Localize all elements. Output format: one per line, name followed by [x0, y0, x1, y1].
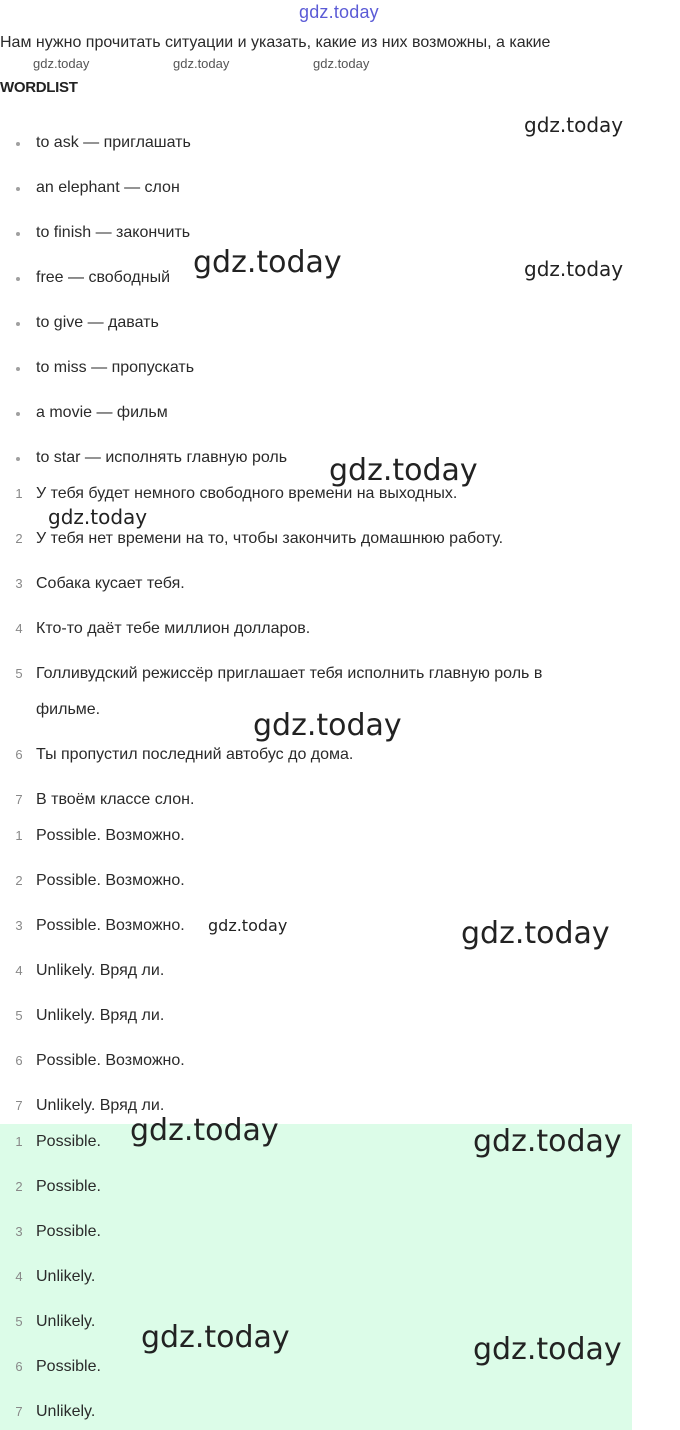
- bullet-icon: [16, 322, 20, 326]
- watermark: gdz.today: [461, 916, 610, 951]
- item-number: 5: [15, 666, 23, 681]
- list-item-text: Possible.: [36, 1223, 101, 1240]
- watermark: gdz.today: [48, 505, 148, 529]
- item-number: 4: [15, 963, 23, 978]
- list-item-text: У тебя будет немного свободного времени на выходных.: [36, 485, 458, 502]
- item-number: 7: [15, 792, 23, 807]
- list-item-text: Possible.: [36, 1178, 101, 1195]
- item-number: 1: [15, 828, 23, 843]
- list-item-text: Unlikely. Вряд ли.: [36, 1007, 165, 1024]
- bullet-icon: [16, 367, 20, 371]
- list-item-text: Possible.: [36, 1133, 101, 1150]
- list-item-text: Unlikely. Вряд ли.: [36, 962, 165, 979]
- item-number: 3: [15, 576, 23, 591]
- bullet-icon: [16, 232, 20, 236]
- item-number: 6: [15, 1359, 23, 1374]
- item-number: 7: [15, 1404, 23, 1419]
- list-item-text: фильме.: [36, 701, 101, 718]
- item-number: 2: [15, 1179, 23, 1194]
- item-number: 6: [15, 747, 23, 762]
- list-item-text: free — свободный: [36, 269, 170, 286]
- item-number: 2: [15, 873, 23, 888]
- list-item-text: Possible.: [36, 1358, 101, 1375]
- bullet-icon: [16, 187, 20, 191]
- list-item-text: Собака кусает тебя.: [36, 575, 185, 592]
- list-item-text: Possible. Возможно.: [36, 872, 185, 889]
- watermark: gdz.today: [130, 1113, 279, 1148]
- watermark: gdz.today: [173, 56, 230, 71]
- list-item-text: Possible. Возможно.: [36, 917, 185, 934]
- item-number: 3: [15, 1224, 23, 1239]
- item-number: 5: [15, 1314, 23, 1329]
- list-item-text: an elephant — слон: [36, 179, 180, 196]
- list-item-text: to star — исполнять главную роль: [36, 449, 288, 466]
- watermark: gdz.today: [33, 56, 90, 71]
- watermark: gdz.today: [141, 1320, 290, 1355]
- list-item-text: У тебя нет времени на то, чтобы закончить домашнюю работу.: [36, 530, 504, 547]
- bullet-icon: [16, 457, 20, 461]
- watermark: gdz.today: [313, 56, 370, 71]
- list-item-text: Голливудский режиссёр приглашает тебя исполнить главную роль в: [36, 665, 543, 682]
- item-number: 1: [15, 1134, 23, 1149]
- item-number: 6: [15, 1053, 23, 1068]
- item-number: 3: [15, 918, 23, 933]
- list-item-text: Possible. Возможно.: [36, 1052, 185, 1069]
- bullet-icon: [16, 412, 20, 416]
- watermark: gdz.today: [253, 708, 402, 743]
- list-item-text: Unlikely.: [36, 1268, 96, 1285]
- watermark: gdz.today: [473, 1124, 622, 1159]
- list-item-text: a movie — фильм: [36, 404, 168, 421]
- list-item-text: to miss — пропускать: [36, 359, 195, 376]
- list-item-text: В твоём классе слон.: [36, 791, 195, 808]
- bullet-icon: [16, 277, 20, 281]
- list-item-text: Unlikely.: [36, 1313, 96, 1330]
- list-item-text: Possible. Возможно.: [36, 827, 185, 844]
- watermark: gdz.today: [208, 916, 288, 935]
- watermark: gdz.today: [473, 1332, 622, 1367]
- task-description: Нам нужно прочитать ситуации и указать, какие из них возможны, а какие: [0, 34, 551, 51]
- item-number: 5: [15, 1008, 23, 1023]
- watermark: gdz.today: [329, 453, 478, 488]
- watermark: gdz.today: [193, 245, 342, 280]
- item-number: 1: [15, 486, 23, 501]
- list-item-text: to finish — закончить: [36, 224, 191, 241]
- list-item-text: to give — давать: [36, 314, 159, 331]
- item-number: 2: [15, 531, 23, 546]
- site-logo[interactable]: gdz.today: [299, 2, 379, 22]
- item-number: 4: [15, 1269, 23, 1284]
- list-item-text: Кто-то даёт тебе миллион долларов.: [36, 620, 311, 637]
- item-number: 4: [15, 621, 23, 636]
- watermark: gdz.today: [524, 113, 624, 137]
- list-item-text: Ты пропустил последний автобус до дома.: [36, 746, 354, 763]
- list-item-text: to ask — приглашать: [36, 134, 191, 151]
- wordlist-heading: WORDLIST: [0, 79, 78, 96]
- list-item-text: Unlikely.: [36, 1403, 96, 1420]
- watermark: gdz.today: [524, 257, 624, 281]
- bullet-icon: [16, 142, 20, 146]
- item-number: 7: [15, 1098, 23, 1113]
- list-item-text: Unlikely. Вряд ли.: [36, 1097, 165, 1114]
